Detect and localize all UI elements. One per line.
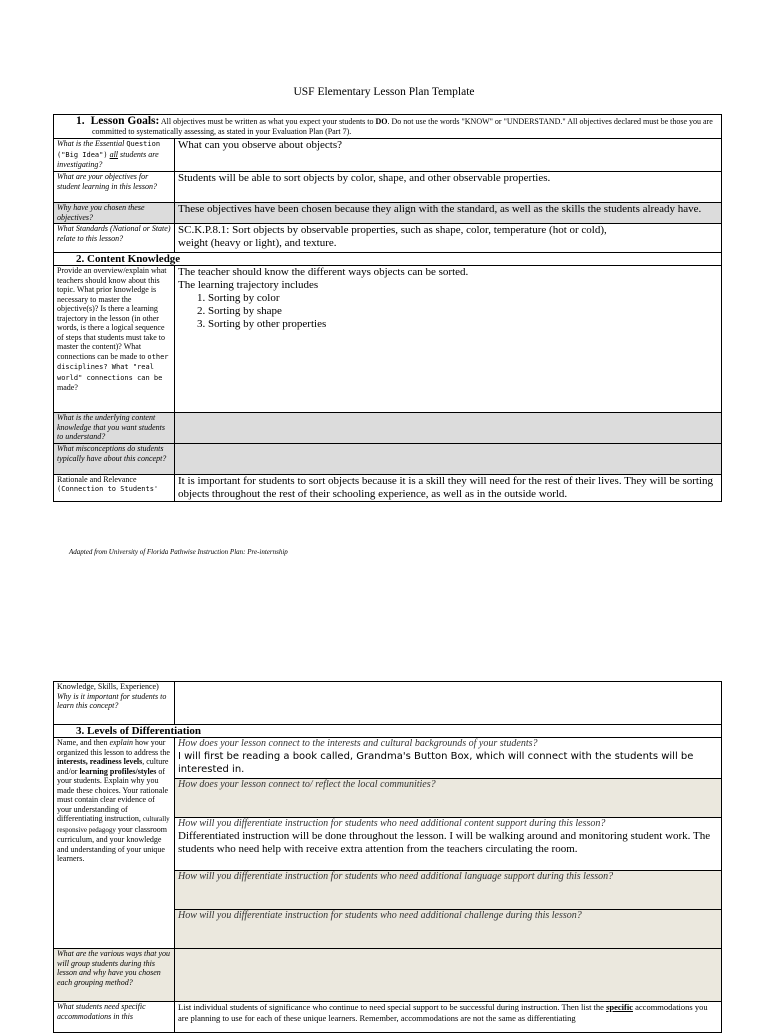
misconceptions-answer	[175, 444, 722, 475]
grouping-label: What are the various ways that you will group students during this lesson and why have you chosen each grouping method?	[54, 949, 175, 1002]
section-1-header-row	[54, 115, 722, 139]
standards-answer-line-2: weight (heavy or light), and texture.	[178, 237, 337, 249]
section-1-intro-a: All objectives must be written as what you expect your students to	[160, 117, 374, 126]
standards-row	[54, 224, 722, 253]
interests-question: How does your lesson connect to the interests and cultural backgrounds of your students?	[178, 738, 538, 749]
section-1-heading: Lesson Goals:	[90, 115, 160, 127]
objectives-answer: Students will be able to sort objects by color, shape, and other observable properties.	[175, 172, 722, 203]
content-overview-answer	[175, 266, 722, 413]
overview-answer-line-2: The learning trajectory includes	[178, 279, 319, 291]
section-1-intro-do: DO	[375, 117, 388, 126]
rationale-answer-line-1: It is important for students to sort objects because it is a skill they will need for the rest of their lives. They will be sorting	[178, 475, 714, 487]
accommodations-answer: List individual students of significance who continue to need special support to be successful during instruction. Then list the specific accommodations you are planning to use for each of these unique learners. Remember, accommodations are not the same as differentiating	[175, 1002, 722, 1033]
relevance-continued-row	[54, 682, 722, 725]
community-cell	[175, 779, 722, 818]
objectives-label: What are your objectives for student learning in this lesson?	[54, 172, 175, 203]
lesson-plan-table-page-2	[53, 681, 722, 1033]
content-support-question: How will you differentiate instruction for students who need additional content support during this lesson?	[178, 818, 606, 829]
overview-answer-line-1: The teacher should know the different ways objects can be sorted.	[178, 266, 469, 278]
section-2-header-row	[54, 253, 722, 266]
differentiation-label: Name, and then explain how your organized this lesson to address the interests, readiness levels, culture and/or learning profiles/styles of your students. Explain why you made these choices. Your rationale must contain clear evidence of your understanding of differentiating instruction, culturally responsive pedagogy your classroom curriculum, and your knowledge and understanding of your unique learners.	[54, 738, 175, 949]
relevance-continued-label: Knowledge, Skills, Experience) Why is it important for students to learn this concept?	[54, 682, 175, 725]
challenge-question: How will you differentiate instruction for students who need additional challenge during this lesson?	[178, 910, 582, 921]
objectives-reason-label: Why have you chosen these objectives?	[54, 203, 175, 224]
interests-answer: I will first be reading a book called, Grandma's Button Box, which will connect with the students will be interested in.	[178, 751, 694, 775]
page-footer: Adapted from University of Florida Pathwise Instruction Plan: Pre-internship	[69, 548, 288, 556]
essential-question-row	[54, 139, 722, 172]
grouping-row	[54, 949, 722, 1002]
rationale-label: Rationale and Relevance (Connection to Students'	[54, 475, 175, 502]
section-3-heading: 3. Levels of Differentiation	[54, 725, 722, 738]
trajectory-item: 2. Sorting by shape	[208, 305, 718, 318]
grouping-answer	[175, 949, 722, 1002]
content-overview-label: Provide an overview/explain what teachers should know about this topic. What prior knowledge is necessary to master the objective(s)? Is there a learning trajectory in the lesson (in other words, is there a logical sequence of steps that students must take to master the content)? What connections can be made to other disciplines? What "real world" connections can be made?	[54, 266, 175, 413]
essential-question-label: What is the Essential Question ("Big Idea") all students are investigating?	[54, 139, 175, 172]
rationale-answer-line-2: objects throughout the rest of their schooling experience, as well as in the outside world.	[178, 488, 568, 500]
standards-answer-line-1: SC.K.P.8.1: Sort objects by observable properties, such as shape, color, temperature (hot or cold),	[178, 224, 607, 236]
language-support-cell	[175, 871, 722, 910]
underlying-knowledge-answer	[175, 413, 722, 444]
essential-question-answer: What can you observe about objects?	[175, 139, 722, 172]
standards-answer	[175, 224, 722, 253]
section-3-header-row	[54, 725, 722, 738]
objectives-row	[54, 172, 722, 203]
section-2-heading: 2. Content Knowledge	[54, 253, 722, 266]
objectives-reason-row	[54, 203, 722, 224]
community-question: How does your lesson connect to/ reflect the local communities?	[178, 779, 436, 790]
underlying-knowledge-row	[54, 413, 722, 444]
interests-cell	[175, 738, 722, 779]
rationale-answer	[175, 475, 722, 502]
page-title: USF Elementary Lesson Plan Template	[293, 86, 475, 98]
misconceptions-row	[54, 444, 722, 475]
accommodations-row	[54, 1002, 722, 1033]
standards-label: What Standards (National or State) relate to this lesson?	[54, 224, 175, 253]
content-support-answer: Differentiated instruction will be done throughout the lesson. I will be walking around and monitoring student work. The students who need help with receive extra attention from the teachers circulating the room.	[178, 830, 711, 855]
objectives-reason-answer: These objectives have been chosen because they align with the standard, as well as the skills the students already have.	[175, 203, 722, 224]
relevance-continued-answer	[175, 682, 722, 725]
section-1-number: 1.	[76, 115, 85, 127]
misconceptions-label: What misconceptions do students typically have about this concept?	[54, 444, 175, 475]
trajectory-item: 1. Sorting by color	[208, 292, 718, 305]
accommodations-label: What students need specific accommodations in this	[54, 1002, 175, 1033]
language-support-question: How will you differentiate instruction for students who need additional language support during this lesson?	[178, 871, 614, 882]
differentiation-row-interests	[54, 738, 722, 779]
lesson-plan-table	[53, 114, 722, 502]
content-support-cell	[175, 818, 722, 871]
section-1-intro-b: . Do not use the words "KNOW" or "UNDERSTAND." All objectives declared must be those you are committed to systematically assessing, as stated in your Evaluation Plan (Part 7).	[92, 117, 713, 136]
rationale-row	[54, 475, 722, 502]
trajectory-list	[178, 292, 718, 331]
challenge-cell	[175, 910, 722, 949]
underlying-knowledge-label: What is the underlying content knowledge that you want students to understand?	[54, 413, 175, 444]
trajectory-item: 3. Sorting by other properties	[208, 318, 718, 331]
content-overview-row	[54, 266, 722, 413]
